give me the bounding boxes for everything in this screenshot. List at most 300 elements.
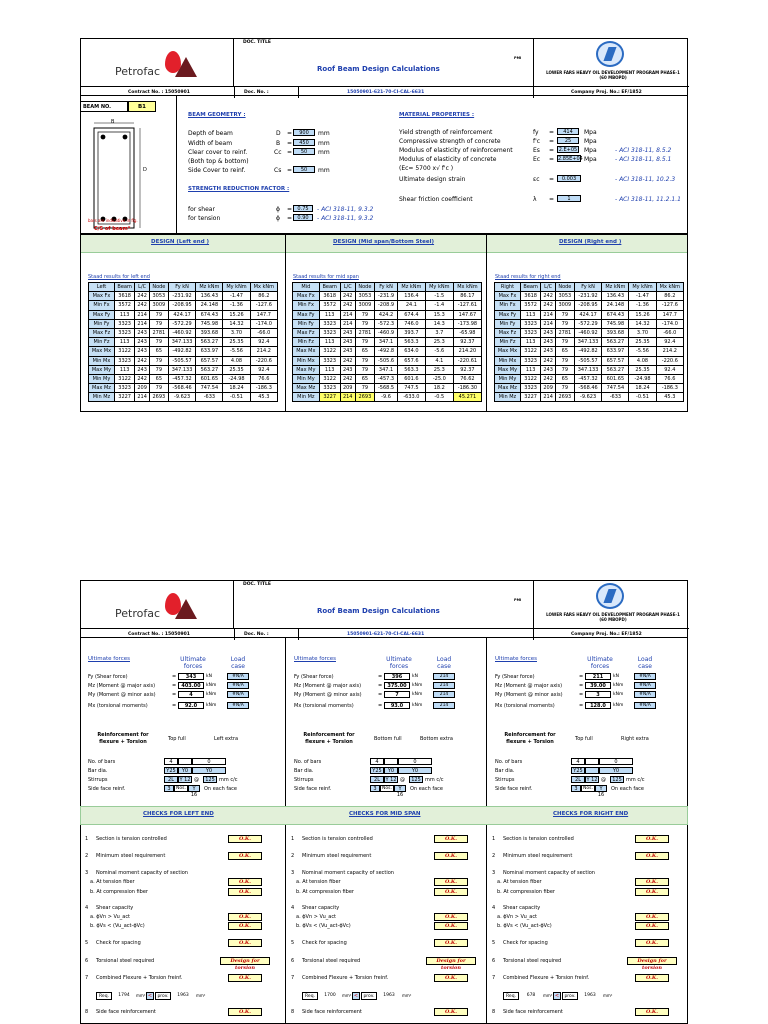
company-proj-no: Company Proj. No.: EF/1852 — [571, 90, 642, 95]
force-value[interactable]: 128.0 — [585, 702, 611, 709]
force-label: Mz (Moment @ major axis) — [495, 683, 563, 689]
req-label: Req. — [96, 992, 112, 1000]
table-cell: Max Mx — [89, 347, 115, 356]
table-cell: 214 — [340, 310, 355, 319]
table-cell: Min Mx — [89, 356, 115, 365]
table-cell: -127.6 — [250, 301, 277, 310]
dia-extra[interactable]: Y0 — [192, 767, 226, 774]
check-number: 2 — [85, 853, 89, 859]
table-cell: -186.30 — [453, 384, 481, 393]
table-cell: Min Fx — [495, 301, 521, 310]
table-cell: -25.0 — [425, 374, 453, 383]
table-row — [89, 347, 278, 356]
load-case-value[interactable]: 214 — [433, 682, 455, 689]
fy-input[interactable]: 414 — [557, 128, 579, 135]
table-row — [89, 319, 278, 328]
nbars-main[interactable]: 4 — [571, 758, 585, 765]
table-cell: -505.57 — [168, 356, 196, 365]
table-cell: Max Fz — [89, 328, 115, 337]
table-cell: 92.4 — [656, 365, 683, 374]
table-cell: -457.32 — [574, 374, 602, 383]
es-input[interactable]: 2.E+05 — [558, 147, 578, 153]
side-cover-input[interactable]: 50 — [293, 166, 315, 173]
load-case-value[interactable]: #N/A — [634, 691, 656, 698]
column-header: Fy kN — [168, 283, 196, 292]
dia-second[interactable]: Y0 — [178, 767, 192, 774]
table-cell: Max Mz — [293, 384, 320, 393]
table-cell: 3122 — [319, 374, 340, 383]
force-value[interactable]: 3 — [585, 691, 611, 698]
check-number: 3 — [291, 870, 295, 876]
ok-status: O.K. — [228, 974, 262, 982]
less-than: < — [554, 993, 560, 999]
force-label: My (Moment @ minor axis) — [88, 692, 156, 698]
table-cell: 3122 — [520, 347, 540, 356]
table-cell: 243 — [135, 347, 150, 356]
table-cell: -0.5 — [425, 393, 453, 402]
reinf-row-label: Stirrups — [495, 777, 515, 783]
table-cell: 3323 — [114, 384, 134, 393]
table-cell: 45.3 — [656, 393, 683, 402]
check-number: 1 — [85, 836, 89, 842]
table-cell: 747.54 — [602, 384, 629, 393]
table-cell: 79 — [555, 384, 574, 393]
table-cell: 3323 — [114, 356, 134, 365]
table-cell: 113 — [520, 365, 540, 374]
ultimate-forces-title: Ultimate forces — [88, 656, 130, 662]
dia-main[interactable]: Y25 — [164, 767, 178, 774]
table-cell: 86.2 — [656, 292, 683, 301]
table-row — [495, 384, 684, 393]
force-label: Mx (torsional moments) — [294, 703, 354, 709]
table-cell: 243 — [541, 338, 556, 347]
check-number: 7 — [85, 975, 89, 981]
table-cell: 3572 — [520, 301, 540, 310]
table-cell: 243 — [340, 347, 355, 356]
req-value: 678 — [526, 993, 536, 998]
check-number: 4 — [85, 905, 89, 911]
nbars-spacer — [585, 758, 599, 765]
load-case-value[interactable]: #N/A — [634, 673, 656, 680]
table-cell: Min Mz — [293, 393, 320, 402]
check-label: b. ϕVs < (Vu_act-ϕVc) — [497, 923, 552, 929]
table-cell: 634.0 — [398, 347, 426, 356]
doc-title-label: DOC. TITLE — [243, 40, 271, 45]
table-cell: 15.3 — [425, 310, 453, 319]
ok-status: O.K. — [635, 888, 669, 896]
table-cell: 347.133 — [168, 338, 196, 347]
check-label: Section is tension controlled — [302, 836, 373, 842]
table-cell: -505.6 — [375, 356, 398, 365]
force-label: Mx (torsional moments) — [88, 703, 148, 709]
table-cell: 147.7 — [250, 310, 277, 319]
column-header: Mz kNm — [602, 283, 629, 292]
table-cell: 25.35 — [629, 365, 656, 374]
table-cell: -127.61 — [453, 301, 481, 310]
table-cell: -5.56 — [629, 347, 656, 356]
ok-status: O.K. — [434, 852, 468, 860]
ok-status: O.K. — [635, 922, 669, 930]
table-cell: 3227 — [319, 393, 340, 402]
force-label: Fy (Shear force) — [495, 674, 535, 680]
ok-status: O.K. — [228, 888, 262, 896]
ec-input[interactable]: 2.85E+04 — [558, 156, 583, 162]
phi-shear-input[interactable]: 0.75 — [293, 205, 313, 212]
table-cell: -174.0 — [656, 319, 683, 328]
dia-extra[interactable]: Y0 — [398, 767, 432, 774]
reinf-row-label: Side face reinf. — [88, 786, 126, 792]
table-cell: 214.2 — [250, 347, 277, 356]
geometry-panel — [80, 96, 688, 234]
nbars-main[interactable]: 4 — [370, 758, 384, 765]
table-cell: -460.9 — [375, 328, 398, 337]
load-case-value[interactable]: #N/A — [227, 673, 249, 680]
table-cell: 424.17 — [168, 310, 196, 319]
table-cell: Max My — [89, 365, 115, 374]
table-cell: 347.133 — [168, 365, 196, 374]
reinf-row-label: Side face reinf. — [495, 786, 533, 792]
table-cell: 243 — [135, 365, 150, 374]
drop-logo-icon — [165, 593, 181, 615]
force-value[interactable]: 92.0 — [178, 702, 204, 709]
dia-main[interactable]: Y25 — [370, 767, 384, 774]
table-cell: 214 — [541, 310, 556, 319]
checks-right-head: CHECKS FOR RIGHT END — [553, 811, 629, 817]
doc-title: Roof Beam Design Calculations — [317, 65, 440, 73]
load-case-head: Load case — [637, 656, 653, 670]
table-cell: 3122 — [520, 374, 540, 383]
clear-cover-input[interactable]: 50 — [293, 148, 315, 155]
petrofac-logo — [81, 39, 234, 86]
load-case-value[interactable]: 214 — [433, 702, 455, 709]
table-cell: -460.92 — [574, 328, 602, 337]
reinf-row-label: Stirrups — [294, 777, 314, 783]
side-count[interactable]: 3 — [571, 785, 581, 792]
table-cell: 243 — [541, 347, 556, 356]
client-box: PMI LOWER FARS HEAVY OIL DEVELOPMENT PROGRAM PHASE-1 (60 MBOPD) — [533, 581, 689, 628]
ok-status: O.K. — [434, 835, 468, 843]
table-cell: 242 — [135, 292, 150, 301]
side-count[interactable]: 3 — [370, 785, 380, 792]
dia-extra[interactable]: Y0 — [599, 767, 633, 774]
check-label: Nominal moment capacity of section — [503, 870, 595, 876]
table-cell: 242 — [340, 301, 355, 310]
reinf-row-label: Side face reinf. — [294, 786, 332, 792]
force-label: My (Moment @ minor axis) — [294, 692, 362, 698]
table-cell: -220.6 — [250, 356, 277, 365]
table-cell: -1.4 — [425, 301, 453, 310]
ok-status: O.K. — [228, 922, 262, 930]
nbars-extra[interactable]: 0 — [398, 758, 432, 765]
dia-second[interactable] — [585, 767, 599, 774]
table-cell: 3572 — [114, 301, 134, 310]
table-cell: -186.3 — [250, 384, 277, 393]
force-value[interactable]: 343 — [178, 673, 204, 680]
force-value[interactable]: 93.0 — [384, 702, 410, 709]
force-value[interactable]: 403.00 — [178, 682, 204, 689]
stirrup-spacing[interactable]: 125 — [203, 776, 217, 783]
table-cell: 18.2 — [425, 384, 453, 393]
table-cell: 347.133 — [574, 338, 602, 347]
material-title: MATERIAL PROPERTIES : — [399, 112, 475, 118]
reinf-row-label: Bar dia. — [495, 768, 515, 774]
stirrup-legs[interactable]: 2L — [164, 776, 178, 783]
table-cell: 3323 — [114, 328, 134, 337]
table-cell: 3.7 — [425, 328, 453, 337]
table-cell: 243 — [340, 328, 355, 337]
torsion-status: Design for torsion — [220, 957, 270, 965]
check-number: 6 — [492, 958, 496, 964]
table-cell: Min Fz — [293, 338, 320, 347]
reinf-title: Reinforcement for flexure + Torsion — [303, 732, 355, 745]
dia-second[interactable]: Y0 — [384, 767, 398, 774]
table-cell: 15.26 — [629, 310, 656, 319]
reinf-row-label: Bar dia. — [294, 768, 314, 774]
table-cell: 242 — [541, 292, 556, 301]
check-label: Torsional steel required — [96, 958, 155, 964]
table-cell: 113 — [520, 338, 540, 347]
table-cell: 243 — [340, 338, 355, 347]
table-row — [495, 356, 684, 365]
prov-value: 1963 — [584, 993, 596, 998]
table-cell: 92.37 — [453, 365, 481, 374]
table-row — [495, 310, 684, 319]
table-cell: 15.26 — [223, 310, 250, 319]
table-cell: 563.27 — [602, 338, 629, 347]
table-cell: 24.1 — [398, 301, 426, 310]
table-cell: -492.8 — [375, 347, 398, 356]
ok-status: O.K. — [434, 913, 468, 921]
beam-no-label: BEAM NO. — [80, 101, 128, 112]
table-cell: -5.56 — [223, 347, 250, 356]
table-cell: -0.51 — [629, 393, 656, 402]
table-cell: 24.148 — [196, 301, 223, 310]
table-cell: Min Fz — [89, 338, 115, 347]
load-case-value[interactable]: #N/A — [634, 702, 656, 709]
table-cell: 79 — [355, 384, 374, 393]
table-cell: 65 — [555, 374, 574, 383]
table-cell: -66.0 — [656, 328, 683, 337]
table-cell: 79 — [555, 356, 574, 365]
stirrup-spacing[interactable]: 125 — [409, 776, 423, 783]
ok-status: O.K. — [434, 974, 468, 982]
nbars-extra[interactable]: 0 — [192, 758, 226, 765]
table-row — [293, 356, 482, 365]
side-dia[interactable]: Y 16 — [394, 785, 406, 792]
table-cell: 601.6 — [398, 374, 426, 383]
table-cell: 113 — [319, 310, 340, 319]
table-cell: 243 — [340, 365, 355, 374]
table-cell: 4.1 — [425, 356, 453, 365]
table-cell: 65 — [355, 347, 374, 356]
load-case-value[interactable]: 214 — [433, 673, 455, 680]
table-cell: 393.7 — [398, 328, 426, 337]
table-cell: 136.4 — [398, 292, 426, 301]
stirrup-legs[interactable]: 2L — [571, 776, 585, 783]
staad-right-title: Staad results for right end — [495, 274, 561, 280]
column-header: Mid — [293, 283, 320, 292]
table-cell: 113 — [319, 338, 340, 347]
nbars-main[interactable]: 4 — [164, 758, 178, 765]
table-cell: 563.27 — [196, 338, 223, 347]
stirrup-dia[interactable]: Y 12 — [586, 777, 598, 783]
ultimate-forces-head: Ultimate forces — [587, 656, 613, 670]
load-case-value[interactable]: #N/A — [227, 682, 249, 689]
check-label: b. At compression fiber — [497, 889, 555, 895]
table-cell: -231.92 — [574, 292, 602, 301]
table-cell: 747.54 — [196, 384, 223, 393]
check-label: Shear capacity — [96, 905, 134, 911]
table-cell: 147.7 — [656, 310, 683, 319]
cs-label: C/S of beam* — [94, 226, 131, 232]
table-cell: 424.2 — [375, 310, 398, 319]
reinf-col2: Left extra — [214, 736, 239, 742]
table-cell: Min My — [89, 374, 115, 383]
check-label: Side face reinforcement — [302, 1009, 362, 1015]
depth-input[interactable]: 900 — [293, 129, 315, 136]
table-cell: -220.61 — [453, 356, 481, 365]
table-cell: -208.95 — [574, 301, 602, 310]
table-cell: 113 — [114, 310, 134, 319]
fc-input[interactable]: 25 — [557, 137, 579, 144]
check-number: 6 — [85, 958, 89, 964]
table-cell: 4.08 — [223, 356, 250, 365]
table-cell: -460.92 — [168, 328, 196, 337]
side-dia[interactable]: Y 16 — [595, 785, 607, 792]
prov-label: prov. — [155, 992, 171, 1000]
table-cell: 92.4 — [250, 365, 277, 374]
table-cell: -492.82 — [168, 347, 196, 356]
load-case-value[interactable]: #N/A — [634, 682, 656, 689]
table-cell: 113 — [319, 365, 340, 374]
load-case-value[interactable]: #N/A — [227, 702, 249, 709]
force-value[interactable]: 39.00 — [585, 682, 611, 689]
ok-status: O.K. — [434, 878, 468, 886]
table-cell: 3323 — [319, 328, 340, 337]
phi-tension-input[interactable]: 0.90 — [293, 214, 313, 221]
check-label: b. At compression fiber — [90, 889, 148, 895]
table-cell: 3323 — [319, 356, 340, 365]
check-number: 5 — [85, 940, 89, 946]
table-cell: 3122 — [319, 347, 340, 356]
torsion-status: Design for torsion — [426, 957, 476, 965]
table-cell: 242 — [135, 356, 150, 365]
width-input[interactable]: 450 — [293, 139, 315, 146]
geometry-title: BEAM GEOMETRY : — [188, 112, 246, 118]
table-cell: -5.6 — [425, 347, 453, 356]
table-cell: 79 — [355, 310, 374, 319]
table-cell: Min Fx — [293, 301, 320, 310]
design-mid-head: DESIGN (Mid span/Bottom Steel) — [333, 239, 435, 245]
column-header: Mx kNm — [656, 283, 683, 292]
column-header: Left — [89, 283, 115, 292]
brand-name: Petrofac — [115, 65, 160, 78]
load-case-head: Load case — [230, 656, 246, 670]
table-cell: -0.51 — [223, 393, 250, 402]
check-number: 5 — [492, 940, 496, 946]
force-value[interactable]: 375.00 — [384, 682, 410, 689]
force-label: Mx (torsional moments) — [495, 703, 555, 709]
check-label: Nominal moment capacity of section — [96, 870, 188, 876]
table-cell: 92.4 — [656, 338, 683, 347]
table-cell: 86.17 — [453, 292, 481, 301]
column-header: Fy kN — [574, 283, 602, 292]
req-value: 1700 — [324, 993, 336, 998]
table-cell: Min Fy — [293, 319, 320, 328]
check-label: Shear capacity — [503, 905, 541, 911]
less-than: < — [353, 993, 359, 999]
force-value[interactable]: 211 — [585, 673, 611, 680]
table-cell: 25.35 — [223, 365, 250, 374]
stirrup-legs[interactable]: 2L — [370, 776, 384, 783]
table-cell: 136.43 — [196, 292, 223, 301]
check-number: 1 — [492, 836, 496, 842]
side-face-status: O.K. — [635, 1008, 669, 1016]
stirrup-spacing[interactable]: 125 — [610, 776, 624, 783]
client-logo-icon — [596, 41, 624, 67]
reinf-row-label: No. of bars — [88, 759, 116, 765]
table-row — [495, 347, 684, 356]
staad-left-table — [88, 282, 278, 402]
table-cell: Min Mz — [495, 393, 521, 402]
reinf-col1: Top full — [168, 736, 186, 742]
reinf-row-label: No. of bars — [294, 759, 322, 765]
prov-value: 1963 — [383, 993, 395, 998]
dia-main[interactable]: Y25 — [571, 767, 585, 774]
table-cell: 3323 — [319, 319, 340, 328]
table-cell: -24.98 — [223, 374, 250, 383]
force-value[interactable]: 7 — [384, 691, 410, 698]
check-number: 2 — [492, 853, 496, 859]
table-cell: 243 — [541, 365, 556, 374]
column-header: My kNm — [223, 283, 250, 292]
table-cell: 242 — [135, 374, 150, 383]
check-number: 1 — [291, 836, 295, 842]
stirrup-dia[interactable]: Y 12 — [179, 777, 191, 783]
table-cell: 347.133 — [574, 365, 602, 374]
table-cell: 18.24 — [223, 384, 250, 393]
check-label: Minimum steel requirement — [96, 853, 166, 859]
side-count[interactable]: 3 — [164, 785, 174, 792]
side-dia[interactable]: Y 16 — [188, 785, 200, 792]
table-cell: 242 — [135, 301, 150, 310]
nbars-extra[interactable]: 0 — [599, 758, 633, 765]
load-case-value[interactable]: #N/A — [227, 691, 249, 698]
table-cell: 2693 — [555, 393, 574, 402]
table-cell: 92.37 — [453, 338, 481, 347]
force-value[interactable]: 4 — [178, 691, 204, 698]
table-cell: Max Fx — [495, 292, 521, 301]
table-row — [89, 301, 278, 310]
table-cell: 633.97 — [602, 347, 629, 356]
table-cell: 214 — [340, 393, 355, 402]
strain-input[interactable]: 0.003 — [557, 175, 581, 182]
table-cell: 657.6 — [398, 356, 426, 365]
load-case-value[interactable]: 214 — [433, 691, 455, 698]
table-cell: 25.35 — [223, 338, 250, 347]
lambda-input[interactable]: 1 — [557, 195, 581, 202]
table-cell: 242 — [541, 374, 556, 383]
table-row — [89, 374, 278, 383]
force-value[interactable]: 396 — [384, 673, 410, 680]
column-header: Beam — [114, 283, 134, 292]
stirrup-dia[interactable]: Y 12 — [385, 777, 397, 783]
table-cell: 79 — [555, 365, 574, 374]
column-header: Mx kNm — [453, 283, 481, 292]
column-header: Node — [149, 283, 168, 292]
table-cell: 79 — [149, 356, 168, 365]
table-cell: -220.6 — [656, 356, 683, 365]
